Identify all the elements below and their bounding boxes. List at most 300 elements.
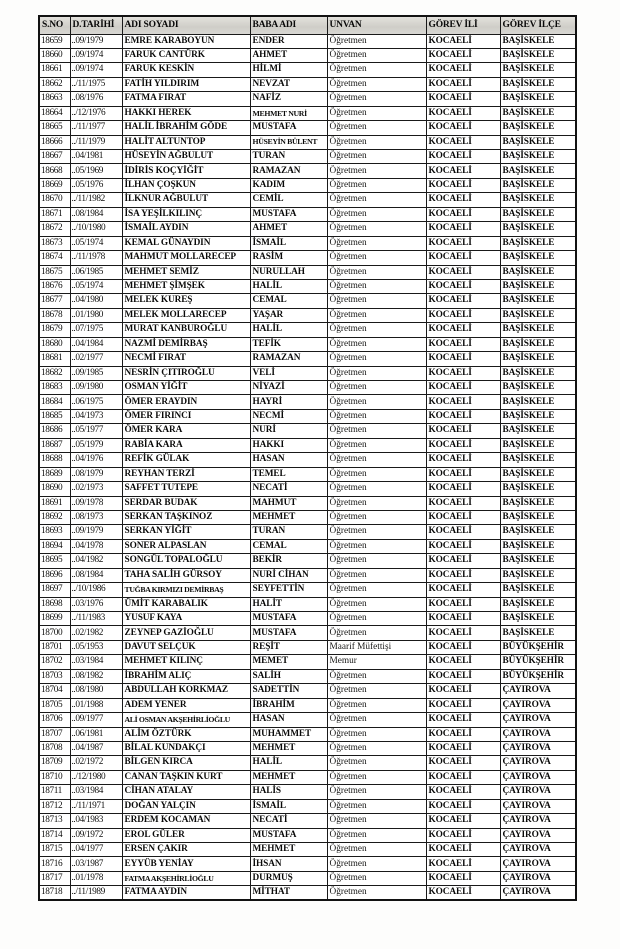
- table-row: [39, 482, 576, 496]
- table-row: [39, 453, 576, 467]
- cell-gorev-ilce: BAŞİSKELE: [500, 251, 576, 265]
- cell-baba-adi: MUSTAFA: [250, 612, 327, 626]
- cell-unvan: Öğretmen: [327, 352, 426, 366]
- cell-gorev-ilce: BAŞİSKELE: [500, 510, 576, 524]
- cell-gorev-ilce: BÜYÜKŞEHİR: [500, 669, 576, 683]
- cell-dtarihi: ..03/1984: [70, 655, 122, 669]
- cell-sno: 18715: [39, 843, 70, 857]
- cell-gorev-ili: KOCAELİ: [426, 381, 500, 395]
- cell-baba-adi: AHMET: [250, 48, 327, 62]
- cell-gorev-ili: KOCAELİ: [426, 424, 500, 438]
- cell-adi-soyadi: İLHAN ÇOŞKUN: [122, 178, 250, 192]
- cell-sno: 18675: [39, 265, 70, 279]
- cell-adi-soyadi: TUĞBA KIRMIZI DEMİRBAŞ: [122, 583, 250, 597]
- cell-gorev-ilce: ÇAYIROVA: [500, 756, 576, 770]
- table-row: [39, 222, 576, 236]
- cell-gorev-ili: KOCAELİ: [426, 453, 500, 467]
- cell-baba-adi: SALİH: [250, 669, 327, 683]
- table-row: [39, 34, 576, 48]
- cell-adi-soyadi: KEMAL GÜNAYDIN: [122, 236, 250, 250]
- cell-dtarihi: ..09/1977: [70, 713, 122, 727]
- cell-gorev-ili: KOCAELİ: [426, 164, 500, 178]
- cell-gorev-ili: KOCAELİ: [426, 843, 500, 857]
- cell-gorev-ilce: BAŞİSKELE: [500, 308, 576, 322]
- cell-adi-soyadi: RABİA KARA: [122, 438, 250, 452]
- cell-gorev-ili: KOCAELİ: [426, 871, 500, 885]
- cell-baba-adi: NURİ CİHAN: [250, 568, 327, 582]
- cell-unvan: Öğretmen: [327, 337, 426, 351]
- cell-unvan: Öğretmen: [327, 193, 426, 207]
- cell-adi-soyadi: DOĞAN YALÇIN: [122, 799, 250, 813]
- cell-dtarihi: ..04/1976: [70, 453, 122, 467]
- cell-sno: 18691: [39, 496, 70, 510]
- table-row: [39, 799, 576, 813]
- cell-dtarihi: ..05/1977: [70, 424, 122, 438]
- cell-dtarihi: ..08/1976: [70, 92, 122, 106]
- cell-sno: 18712: [39, 799, 70, 813]
- cell-adi-soyadi: OSMAN YİĞİT: [122, 381, 250, 395]
- cell-baba-adi: CEMAL: [250, 294, 327, 308]
- cell-gorev-ili: KOCAELİ: [426, 612, 500, 626]
- cell-gorev-ilce: BAŞİSKELE: [500, 323, 576, 337]
- cell-adi-soyadi: MURAT KANBUROĞLU: [122, 323, 250, 337]
- cell-gorev-ili: KOCAELİ: [426, 150, 500, 164]
- cell-baba-adi: HÜSEYİN BÜLENT: [250, 135, 327, 149]
- cell-gorev-ilce: BAŞİSKELE: [500, 381, 576, 395]
- cell-sno: 18709: [39, 756, 70, 770]
- cell-unvan: Öğretmen: [327, 106, 426, 120]
- cell-adi-soyadi: REYHAN TERZİ: [122, 467, 250, 481]
- cell-dtarihi: ../10/1986: [70, 583, 122, 597]
- cell-sno: 18703: [39, 669, 70, 683]
- cell-unvan: Memur: [327, 655, 426, 669]
- cell-gorev-ili: KOCAELİ: [426, 597, 500, 611]
- cell-gorev-ili: KOCAELİ: [426, 352, 500, 366]
- cell-gorev-ili: KOCAELİ: [426, 236, 500, 250]
- cell-gorev-ilce: ÇAYIROVA: [500, 741, 576, 755]
- cell-gorev-ilce: BAŞİSKELE: [500, 438, 576, 452]
- cell-unvan: Öğretmen: [327, 568, 426, 582]
- cell-baba-adi: HASAN: [250, 713, 327, 727]
- table-row: [39, 871, 576, 885]
- cell-unvan: Öğretmen: [327, 583, 426, 597]
- cell-gorev-ili: KOCAELİ: [426, 583, 500, 597]
- cell-adi-soyadi: ADEM YENER: [122, 698, 250, 712]
- cell-adi-soyadi: HÜSEYİN AĞBULUT: [122, 150, 250, 164]
- cell-gorev-ilce: ÇAYIROVA: [500, 886, 576, 900]
- table-row: [39, 640, 576, 654]
- cell-dtarihi: ..08/1979: [70, 467, 122, 481]
- cell-baba-adi: TURAN: [250, 525, 327, 539]
- cell-sno: 18699: [39, 612, 70, 626]
- cell-sno: 18704: [39, 684, 70, 698]
- table-row: [39, 337, 576, 351]
- cell-dtarihi: ..08/1973: [70, 510, 122, 524]
- table-row: [39, 323, 576, 337]
- table-row: [39, 121, 576, 135]
- table-row: [39, 597, 576, 611]
- cell-adi-soyadi: ERSEN ÇAKIR: [122, 843, 250, 857]
- cell-dtarihi: ..09/1972: [70, 828, 122, 842]
- cell-unvan: Öğretmen: [327, 886, 426, 900]
- cell-baba-adi: TEFİK: [250, 337, 327, 351]
- cell-adi-soyadi: BİLGEN KIRCA: [122, 756, 250, 770]
- cell-baba-adi: HALİL: [250, 279, 327, 293]
- cell-unvan: Öğretmen: [327, 279, 426, 293]
- table-row: [39, 150, 576, 164]
- cell-dtarihi: ..02/1977: [70, 352, 122, 366]
- cell-dtarihi: ..05/1953: [70, 640, 122, 654]
- cell-gorev-ilce: ÇAYIROVA: [500, 770, 576, 784]
- cell-adi-soyadi: ÜMİT KARABALIK: [122, 597, 250, 611]
- cell-gorev-ilce: BÜYÜKŞEHİR: [500, 640, 576, 654]
- cell-adi-soyadi: ÖMER KARA: [122, 424, 250, 438]
- cell-gorev-ili: KOCAELİ: [426, 684, 500, 698]
- cell-adi-soyadi: EYYÜB YENİAY: [122, 857, 250, 871]
- cell-adi-soyadi: İSMAİL AYDIN: [122, 222, 250, 236]
- column-header-sno: S.NO: [39, 16, 70, 34]
- cell-baba-adi: MAHMUT: [250, 496, 327, 510]
- cell-dtarihi: ..09/1980: [70, 381, 122, 395]
- cell-unvan: Öğretmen: [327, 438, 426, 452]
- cell-gorev-ilce: BAŞİSKELE: [500, 222, 576, 236]
- cell-unvan: Öğretmen: [327, 713, 426, 727]
- cell-gorev-ili: KOCAELİ: [426, 251, 500, 265]
- table-row: [39, 308, 576, 322]
- cell-gorev-ilce: ÇAYIROVA: [500, 713, 576, 727]
- cell-sno: 18705: [39, 698, 70, 712]
- cell-baba-adi: MEHMET NURİ: [250, 106, 327, 120]
- cell-dtarihi: ..07/1975: [70, 323, 122, 337]
- table-row: [39, 756, 576, 770]
- cell-baba-adi: HALİL: [250, 756, 327, 770]
- cell-unvan: Öğretmen: [327, 597, 426, 611]
- cell-adi-soyadi: İSA YEŞİLKILINÇ: [122, 207, 250, 221]
- cell-adi-soyadi: SERDAR BUDAK: [122, 496, 250, 510]
- cell-dtarihi: ..05/1974: [70, 236, 122, 250]
- cell-gorev-ili: KOCAELİ: [426, 698, 500, 712]
- cell-gorev-ili: KOCAELİ: [426, 525, 500, 539]
- cell-dtarihi: ..08/1984: [70, 568, 122, 582]
- cell-baba-adi: TURAN: [250, 150, 327, 164]
- cell-unvan: Öğretmen: [327, 828, 426, 842]
- table-row: [39, 294, 576, 308]
- table-row: [39, 698, 576, 712]
- cell-adi-soyadi: ÖMER FIRINCI: [122, 409, 250, 423]
- cell-unvan: Öğretmen: [327, 698, 426, 712]
- cell-sno: 18692: [39, 510, 70, 524]
- cell-dtarihi: ../11/1989: [70, 886, 122, 900]
- cell-unvan: Öğretmen: [327, 409, 426, 423]
- cell-dtarihi: ..05/1974: [70, 279, 122, 293]
- cell-sno: 18670: [39, 193, 70, 207]
- column-header-dtarihi: D.TARİHİ: [70, 16, 122, 34]
- cell-baba-adi: İSMAİL: [250, 799, 327, 813]
- cell-baba-adi: MUSTAFA: [250, 207, 327, 221]
- cell-unvan: Öğretmen: [327, 308, 426, 322]
- cell-gorev-ili: KOCAELİ: [426, 395, 500, 409]
- cell-dtarihi: ..09/1979: [70, 525, 122, 539]
- cell-dtarihi: ../11/1977: [70, 121, 122, 135]
- cell-dtarihi: ..09/1985: [70, 366, 122, 380]
- cell-sno: 18685: [39, 409, 70, 423]
- cell-gorev-ilce: ÇAYIROVA: [500, 684, 576, 698]
- cell-adi-soyadi: ÖMER ERAYDIN: [122, 395, 250, 409]
- cell-sno: 18681: [39, 352, 70, 366]
- cell-adi-soyadi: İDİRİS KOÇYİĞİT: [122, 164, 250, 178]
- cell-adi-soyadi: SAFFET TUTEPE: [122, 482, 250, 496]
- cell-baba-adi: NECMİ: [250, 409, 327, 423]
- cell-dtarihi: ..04/1982: [70, 554, 122, 568]
- cell-gorev-ilce: BAŞİSKELE: [500, 612, 576, 626]
- cell-adi-soyadi: ALİM ÖZTÜRK: [122, 727, 250, 741]
- table-row: [39, 409, 576, 423]
- table-row: [39, 366, 576, 380]
- cell-dtarihi: ..04/1983: [70, 814, 122, 828]
- table-row: [39, 886, 576, 900]
- cell-adi-soyadi: DAVUT SELÇUK: [122, 640, 250, 654]
- cell-gorev-ili: KOCAELİ: [426, 713, 500, 727]
- cell-gorev-ilce: BAŞİSKELE: [500, 626, 576, 640]
- cell-unvan: Öğretmen: [327, 178, 426, 192]
- cell-baba-adi: HALİL: [250, 323, 327, 337]
- cell-sno: 18673: [39, 236, 70, 250]
- cell-sno: 18674: [39, 251, 70, 265]
- cell-adi-soyadi: NESRİN ÇITIROĞLU: [122, 366, 250, 380]
- cell-baba-adi: RAMAZAN: [250, 352, 327, 366]
- cell-baba-adi: HAKKI: [250, 438, 327, 452]
- cell-sno: 18665: [39, 121, 70, 135]
- cell-baba-adi: MUSTAFA: [250, 121, 327, 135]
- table-row: [39, 814, 576, 828]
- cell-gorev-ilce: ÇAYIROVA: [500, 814, 576, 828]
- cell-baba-adi: MİTHAT: [250, 886, 327, 900]
- cell-adi-soyadi: NECMİ FIRAT: [122, 352, 250, 366]
- cell-gorev-ilce: BAŞİSKELE: [500, 121, 576, 135]
- cell-baba-adi: HAYRİ: [250, 395, 327, 409]
- cell-baba-adi: BEKİR: [250, 554, 327, 568]
- cell-adi-soyadi: FARUK KESKİN: [122, 63, 250, 77]
- cell-adi-soyadi: ABDULLAH KORKMAZ: [122, 684, 250, 698]
- cell-gorev-ilce: ÇAYIROVA: [500, 843, 576, 857]
- cell-dtarihi: ..03/1984: [70, 785, 122, 799]
- table-row: [39, 164, 576, 178]
- cell-baba-adi: NİYAZİ: [250, 381, 327, 395]
- cell-gorev-ilce: BAŞİSKELE: [500, 63, 576, 77]
- cell-adi-soyadi: EROL GÜLER: [122, 828, 250, 842]
- cell-gorev-ilce: BAŞİSKELE: [500, 106, 576, 120]
- table-row: [39, 843, 576, 857]
- cell-sno: 18710: [39, 770, 70, 784]
- cell-adi-soyadi: SONGÜL TOPALOĞLU: [122, 554, 250, 568]
- table-row: [39, 669, 576, 683]
- table-row: [39, 438, 576, 452]
- cell-dtarihi: ..01/1988: [70, 698, 122, 712]
- table-row: [39, 424, 576, 438]
- cell-sno: 18662: [39, 77, 70, 91]
- cell-adi-soyadi: ZEYNEP GAZİOĞLU: [122, 626, 250, 640]
- cell-gorev-ili: KOCAELİ: [426, 770, 500, 784]
- cell-dtarihi: ..09/1978: [70, 496, 122, 510]
- cell-gorev-ilce: BAŞİSKELE: [500, 294, 576, 308]
- cell-dtarihi: ..08/1984: [70, 207, 122, 221]
- cell-gorev-ili: KOCAELİ: [426, 828, 500, 842]
- cell-dtarihi: ..04/1980: [70, 294, 122, 308]
- cell-dtarihi: ..02/1973: [70, 482, 122, 496]
- cell-adi-soyadi: ALİ OSMAN AKŞEHİRLİOĞLU: [122, 713, 250, 727]
- cell-unvan: Öğretmen: [327, 496, 426, 510]
- cell-baba-adi: İHSAN: [250, 857, 327, 871]
- cell-baba-adi: ENDER: [250, 34, 327, 48]
- cell-baba-adi: RASİM: [250, 251, 327, 265]
- personnel-table: [38, 15, 577, 901]
- table-row: [39, 655, 576, 669]
- cell-adi-soyadi: ERDEM KOCAMAN: [122, 814, 250, 828]
- table-row: [39, 612, 576, 626]
- cell-gorev-ili: KOCAELİ: [426, 294, 500, 308]
- cell-gorev-ili: KOCAELİ: [426, 857, 500, 871]
- cell-baba-adi: NURULLAH: [250, 265, 327, 279]
- cell-adi-soyadi: CANAN TAŞKIN KURT: [122, 770, 250, 784]
- cell-adi-soyadi: FATMA AYDIN: [122, 886, 250, 900]
- cell-baba-adi: CEMİL: [250, 193, 327, 207]
- cell-gorev-ilce: BAŞİSKELE: [500, 207, 576, 221]
- table-row: [39, 684, 576, 698]
- cell-sno: 18696: [39, 568, 70, 582]
- table-row: [39, 106, 576, 120]
- table-row: [39, 178, 576, 192]
- cell-unvan: Öğretmen: [327, 77, 426, 91]
- cell-adi-soyadi: BİLAL KUNDAKÇI: [122, 741, 250, 755]
- cell-sno: 18718: [39, 886, 70, 900]
- cell-sno: 18700: [39, 626, 70, 640]
- cell-gorev-ilce: BAŞİSKELE: [500, 554, 576, 568]
- cell-dtarihi: ..05/1976: [70, 178, 122, 192]
- cell-sno: 18716: [39, 857, 70, 871]
- cell-baba-adi: İBRAHİM: [250, 698, 327, 712]
- cell-sno: 18689: [39, 467, 70, 481]
- cell-dtarihi: ..04/1981: [70, 150, 122, 164]
- cell-gorev-ili: KOCAELİ: [426, 756, 500, 770]
- cell-unvan: Öğretmen: [327, 785, 426, 799]
- cell-baba-adi: AHMET: [250, 222, 327, 236]
- cell-sno: 18708: [39, 741, 70, 755]
- table-row: [39, 77, 576, 91]
- cell-baba-adi: DURMUŞ: [250, 871, 327, 885]
- cell-gorev-ilce: BAŞİSKELE: [500, 337, 576, 351]
- cell-adi-soyadi: SERKAN YİĞİT: [122, 525, 250, 539]
- cell-baba-adi: KADIM: [250, 178, 327, 192]
- cell-gorev-ili: KOCAELİ: [426, 135, 500, 149]
- cell-gorev-ili: KOCAELİ: [426, 741, 500, 755]
- cell-sno: 18714: [39, 828, 70, 842]
- cell-baba-adi: SADETTİN: [250, 684, 327, 698]
- cell-dtarihi: ..01/1978: [70, 871, 122, 885]
- cell-unvan: Öğretmen: [327, 857, 426, 871]
- cell-adi-soyadi: MEHMET SEMİZ: [122, 265, 250, 279]
- cell-sno: 18682: [39, 366, 70, 380]
- cell-gorev-ilce: BAŞİSKELE: [500, 583, 576, 597]
- column-header-gorev-ili: GÖREV İLİ: [426, 16, 500, 34]
- cell-adi-soyadi: MEHMET ŞİMŞEK: [122, 279, 250, 293]
- cell-gorev-ili: KOCAELİ: [426, 727, 500, 741]
- cell-dtarihi: ../11/1983: [70, 612, 122, 626]
- cell-gorev-ilce: BAŞİSKELE: [500, 395, 576, 409]
- cell-gorev-ili: KOCAELİ: [426, 626, 500, 640]
- cell-unvan: Öğretmen: [327, 207, 426, 221]
- table-row: [39, 496, 576, 510]
- cell-sno: 18660: [39, 48, 70, 62]
- table-header-row: [39, 16, 576, 34]
- cell-dtarihi: ..05/1969: [70, 164, 122, 178]
- table-row: [39, 727, 576, 741]
- cell-baba-adi: NECATİ: [250, 482, 327, 496]
- cell-sno: 18666: [39, 135, 70, 149]
- cell-gorev-ilce: ÇAYIROVA: [500, 698, 576, 712]
- cell-unvan: Öğretmen: [327, 150, 426, 164]
- cell-gorev-ili: KOCAELİ: [426, 207, 500, 221]
- cell-unvan: Öğretmen: [327, 381, 426, 395]
- cell-unvan: Öğretmen: [327, 741, 426, 755]
- cell-sno: 18690: [39, 482, 70, 496]
- cell-baba-adi: CEMAL: [250, 539, 327, 553]
- cell-gorev-ili: KOCAELİ: [426, 34, 500, 48]
- cell-adi-soyadi: YUSUF KAYA: [122, 612, 250, 626]
- cell-gorev-ili: KOCAELİ: [426, 799, 500, 813]
- cell-gorev-ilce: ÇAYIROVA: [500, 799, 576, 813]
- cell-gorev-ili: KOCAELİ: [426, 438, 500, 452]
- table-row: [39, 236, 576, 250]
- cell-dtarihi: ..09/1979: [70, 34, 122, 48]
- cell-baba-adi: İSMAİL: [250, 236, 327, 250]
- table-row: [39, 395, 576, 409]
- cell-sno: 18663: [39, 92, 70, 106]
- cell-unvan: Öğretmen: [327, 236, 426, 250]
- cell-gorev-ilce: BAŞİSKELE: [500, 92, 576, 106]
- cell-unvan: Öğretmen: [327, 482, 426, 496]
- cell-gorev-ilce: ÇAYIROVA: [500, 857, 576, 871]
- table-row: [39, 193, 576, 207]
- cell-sno: 18667: [39, 150, 70, 164]
- cell-sno: 18713: [39, 814, 70, 828]
- cell-dtarihi: ..06/1985: [70, 265, 122, 279]
- cell-dtarihi: ..02/1972: [70, 756, 122, 770]
- table-body: [39, 34, 576, 900]
- cell-sno: 18702: [39, 655, 70, 669]
- cell-unvan: Öğretmen: [327, 684, 426, 698]
- cell-dtarihi: ../11/1975: [70, 77, 122, 91]
- cell-gorev-ilce: BAŞİSKELE: [500, 265, 576, 279]
- cell-baba-adi: MEHMET: [250, 741, 327, 755]
- cell-gorev-ilce: BAŞİSKELE: [500, 279, 576, 293]
- cell-baba-adi: HALİS: [250, 785, 327, 799]
- cell-baba-adi: NEVZAT: [250, 77, 327, 91]
- cell-unvan: Öğretmen: [327, 34, 426, 48]
- cell-dtarihi: ..02/1982: [70, 626, 122, 640]
- cell-dtarihi: ..09/1974: [70, 63, 122, 77]
- table-row: [39, 63, 576, 77]
- column-header-baba-adi: BABA ADI: [250, 16, 327, 34]
- table-row: [39, 713, 576, 727]
- cell-unvan: Öğretmen: [327, 63, 426, 77]
- cell-dtarihi: ../11/1978: [70, 251, 122, 265]
- cell-baba-adi: MEHMET: [250, 843, 327, 857]
- cell-sno: 18676: [39, 279, 70, 293]
- cell-sno: 18701: [39, 640, 70, 654]
- cell-gorev-ilce: ÇAYIROVA: [500, 871, 576, 885]
- cell-adi-soyadi: MEHMET KILINÇ: [122, 655, 250, 669]
- cell-unvan: Öğretmen: [327, 366, 426, 380]
